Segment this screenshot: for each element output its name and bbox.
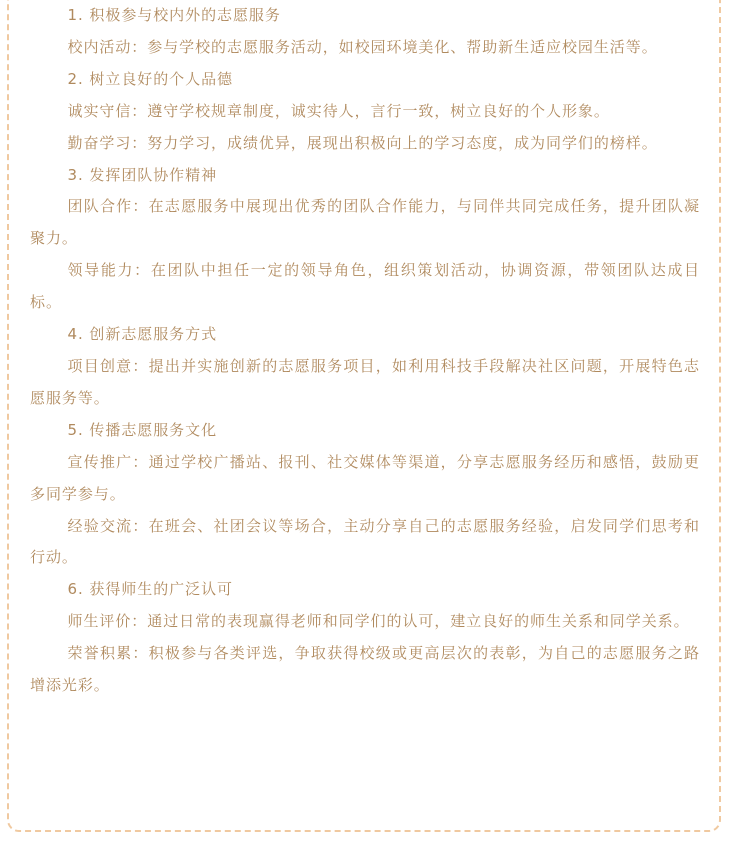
section-heading-2: 2. 树立良好的个人品德 [67,69,233,88]
section-heading-5: 5. 传播志愿服务文化 [67,420,218,439]
paragraph-diligent-study: 勤奋学习：努力学习，成绩优异，展现出积极向上的学习态度，成为同学们的榜样。 [67,133,658,152]
paragraph-evaluation: 师生评价：通过日常的表现赢得老师和同学们的认可，建立良好的师生关系和同学关系。 [67,612,690,631]
paragraph-honors: 荣誉积累：积极参与各类评选，争取获得校级或更高层次的表彰，为自己的志愿服务之路增添光彩。 [30,644,700,695]
paragraph-promotion: 宣传推广：通过学校广播站、报刊、社交媒体等渠道，分享志愿服务经历和感悟，鼓励更多同学参与。 [30,452,700,503]
paragraph-campus-activities: 校内活动：参与学校的志愿服务活动，如校园环境美化、帮助新生适应校园生活等。 [67,37,658,56]
paragraph-project-ideas: 项目创意：提出并实施创新的志愿服务项目，如利用科技手段解决社区问题，开展特色志愿服务等。 [30,356,700,407]
article-body [30,0,700,702]
section-heading-6: 6. 获得师生的广泛认可 [67,580,233,599]
paragraph-teamwork: 团队合作：在志愿服务中展现出优秀的团队合作能力，与同伴共同完成任务，提升团队凝聚力。 [30,197,700,248]
paragraph-leadership: 领导能力：在团队中担任一定的领导角色，组织策划活动，协调资源，带领团队达成目标。 [30,261,700,312]
paragraph-experience-sharing: 经验交流：在班会、社团会议等场合，主动分享自己的志愿服务经验，启发同学们思考和行动。 [30,516,700,567]
section-heading-4: 4. 创新志愿服务方式 [67,325,218,344]
section-heading-1: 1. 积极参与校内外的志愿服务 [67,6,281,24]
section-heading-3: 3. 发挥团队协作精神 [67,165,218,184]
paragraph-honesty: 诚实守信：遵守学校规章制度，诚实待人，言行一致，树立良好的个人形象。 [67,101,610,120]
